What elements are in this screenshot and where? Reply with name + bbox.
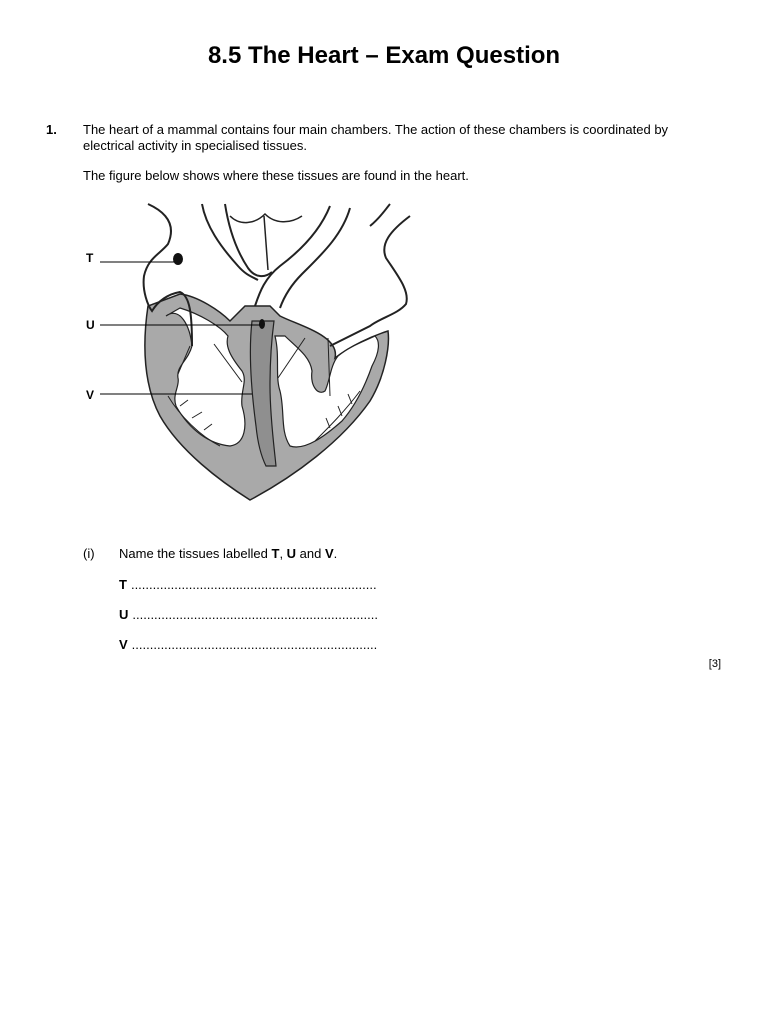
answer-line-t[interactable]: T .................................................................... (119, 577, 377, 592)
vessel-inner (264, 216, 268, 270)
figure-intro: The figure below shows where these tissues are found in the heart. (83, 168, 469, 183)
part-prompt: Name the tissues labelled T, U and V. (119, 546, 338, 561)
heart-diagram (80, 196, 420, 506)
page-title: 8.5 The Heart – Exam Question (207, 42, 561, 69)
label-v: V (86, 388, 95, 402)
vessel-arch (230, 214, 302, 223)
answer-line-v[interactable]: V .................................................................... (119, 637, 378, 652)
left-vessel-top (370, 204, 390, 226)
atrioventricular-node (259, 319, 265, 329)
marks-available: [3] (708, 658, 721, 670)
left-atrium (330, 216, 410, 346)
label-u: U (86, 318, 95, 332)
question-intro: The heart of a mammal contains four main chambers. The action of these chambers is coordinated by electrical activity in specialised tissues. (83, 122, 669, 153)
answer-line-u[interactable]: U .................................................................... (119, 607, 378, 622)
sinoatrial-node (173, 253, 183, 265)
question-number: 1. (46, 122, 57, 137)
label-t: T (86, 251, 94, 265)
heart-diagram-svg (80, 196, 420, 506)
part-number: (i) (83, 546, 95, 561)
